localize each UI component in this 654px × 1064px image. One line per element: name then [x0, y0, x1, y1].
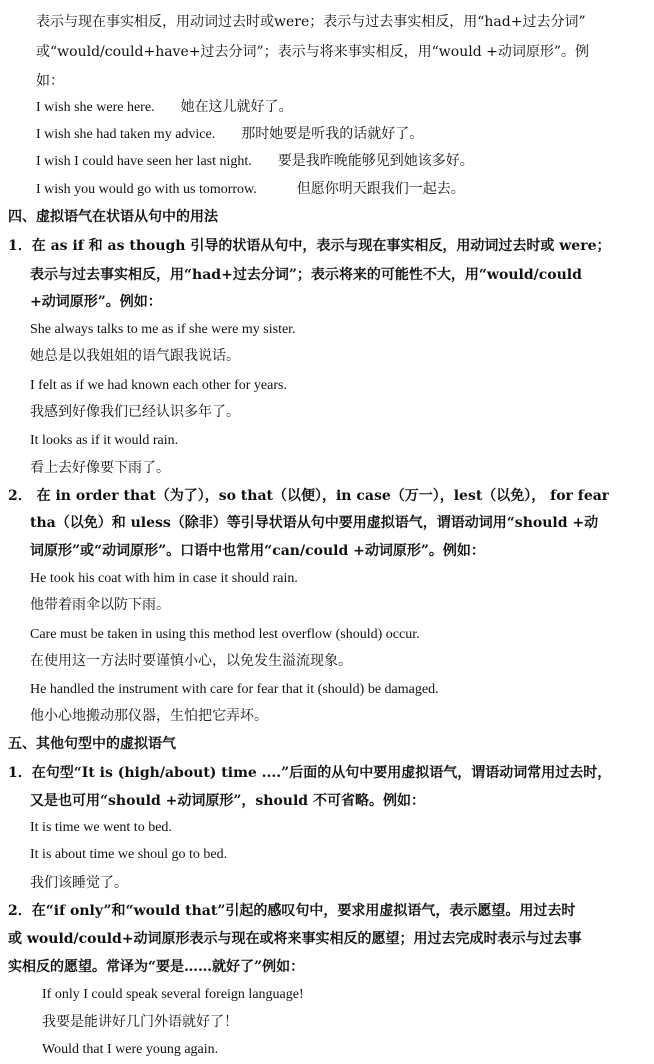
- s4-p1-line-2: 表示与过去事实相反，用“had+过去分词”；表示将来的可能性不大，用“would/could: [30, 267, 582, 283]
- example-chinese: 那时她要是听我的话就好了。: [241, 127, 424, 142]
- s4-p2-example-3-zh: 他小心地搬动那仪器，生怕把它弄坏。: [30, 708, 268, 724]
- s4-p1-line-1: 1．在 as if 和 as though 引导的状语从句中，表示与现在事实相反，用动词过去时或 were；: [8, 238, 611, 254]
- example-english: I wish I could have seen her last night.: [36, 154, 252, 169]
- s5-p2-example-2: 我要是能讲好几门外语就好了！: [42, 1014, 238, 1030]
- s5-p1-line-1: 1．在句型“It is (high/about) time ....”后面的从句中要用虚拟语气，谓语动词常用过去时，: [8, 765, 612, 781]
- s3-intro-line-1: 表示与现在事实相反，用动词过去时或were；表示与过去事实相反，用“had+过去分词”: [36, 14, 586, 30]
- s5-p2-example-1: If only I could speak several foreign language!: [42, 987, 304, 1002]
- s5-p1-example-1: It is time we went to bed.: [30, 820, 172, 835]
- example-chinese: 她在这儿就好了。: [180, 100, 293, 115]
- s4-p1-example-3-en: It looks as if it would rain.: [30, 433, 179, 448]
- s5-p2-line-2: 或 would/could+动词原形表示与现在或将来事实相反的愿望；用过去完成时表示与过去事: [8, 931, 582, 947]
- s4-p2-example-2-en: Care must be taken in using this method lest overflow (should) occur.: [30, 627, 420, 642]
- s5-p2-line-1: 2．在“if only”和“would that”引起的感叹句中，要求用虚拟语气，表示愿望。用过去时: [8, 903, 576, 919]
- s5-p1-example-3: 我们该睡觉了。: [30, 875, 128, 891]
- s3-intro-line-3: 如：: [36, 73, 64, 89]
- s5-p2-example-3: Would that I were young again.: [42, 1042, 219, 1057]
- example-chinese: 要是我昨晚能够见到她该多好。: [277, 154, 474, 169]
- s3-example-4: [36, 180, 465, 202]
- example-english: I wish she had taken my advice.: [36, 127, 216, 142]
- example-english: I wish she were here.: [36, 100, 155, 115]
- s4-p2-example-1-en: He took his coat with him in case it should rain.: [30, 571, 298, 586]
- s3-example-2: [36, 125, 423, 147]
- s5-p1-example-2: It is about time we shoul go to bed.: [30, 847, 228, 862]
- s4-p2-line-2: tha（以免）和 uless（除非）等引导状语从句中要用虚拟语气，谓语动词用“should +动: [30, 515, 599, 531]
- section-4-heading: 四、虚拟语气在状语从句中的用法: [8, 209, 218, 225]
- s5-p2-line-3: 实相反的愿望。常译为“要是……就好了”例如：: [8, 959, 305, 975]
- s4-p2-example-3-en: He handled the instrument with care for fear that it (should) be damaged.: [30, 682, 439, 697]
- example-english: I wish you would go with us tomorrow.: [36, 182, 257, 197]
- s4-p2-example-1-zh: 他带着雨伞以防下雨。: [30, 597, 170, 613]
- s4-p1-example-3-zh: 看上去好像要下雨了。: [30, 460, 170, 476]
- s5-p1-line-2: 又是也可用“should +动词原形”，should 不可省略。例如：: [30, 793, 425, 809]
- s4-p1-example-1-zh: 她总是以我姐姐的语气跟我说话。: [30, 348, 240, 364]
- s4-p2-line-1: 2． 在 in order that（为了），so that（以便），in case（万一），lest（以免）， for fear: [8, 488, 610, 504]
- s4-p1-line-3: +动词原形”。例如：: [30, 294, 162, 310]
- s4-p1-example-2-zh: 我感到好像我们已经认识多年了。: [30, 404, 240, 420]
- s4-p2-line-3: 词原形”或“动词原形”。口语中也常用“can/could +动词原形”。例如：: [30, 543, 485, 559]
- s3-intro-line-2: 或“would/could+have+过去分词”；表示与将来事实相反，用“would +动词原形”。例: [36, 44, 590, 60]
- section-5-heading: 五、其他句型中的虚拟语气: [8, 736, 176, 752]
- example-chinese: 但愿你明天跟我们一起去。: [296, 182, 465, 197]
- s3-example-1: [36, 98, 293, 120]
- s4-p1-example-2-en: I felt as if we had known each other for years.: [30, 378, 287, 393]
- s4-p2-example-2-zh: 在使用这一方法时要谨慎小心，以免发生溢流现象。: [30, 653, 352, 669]
- s4-p1-example-1-en: She always talks to me as if she were my sister.: [30, 322, 296, 337]
- s3-example-3: [36, 152, 474, 174]
